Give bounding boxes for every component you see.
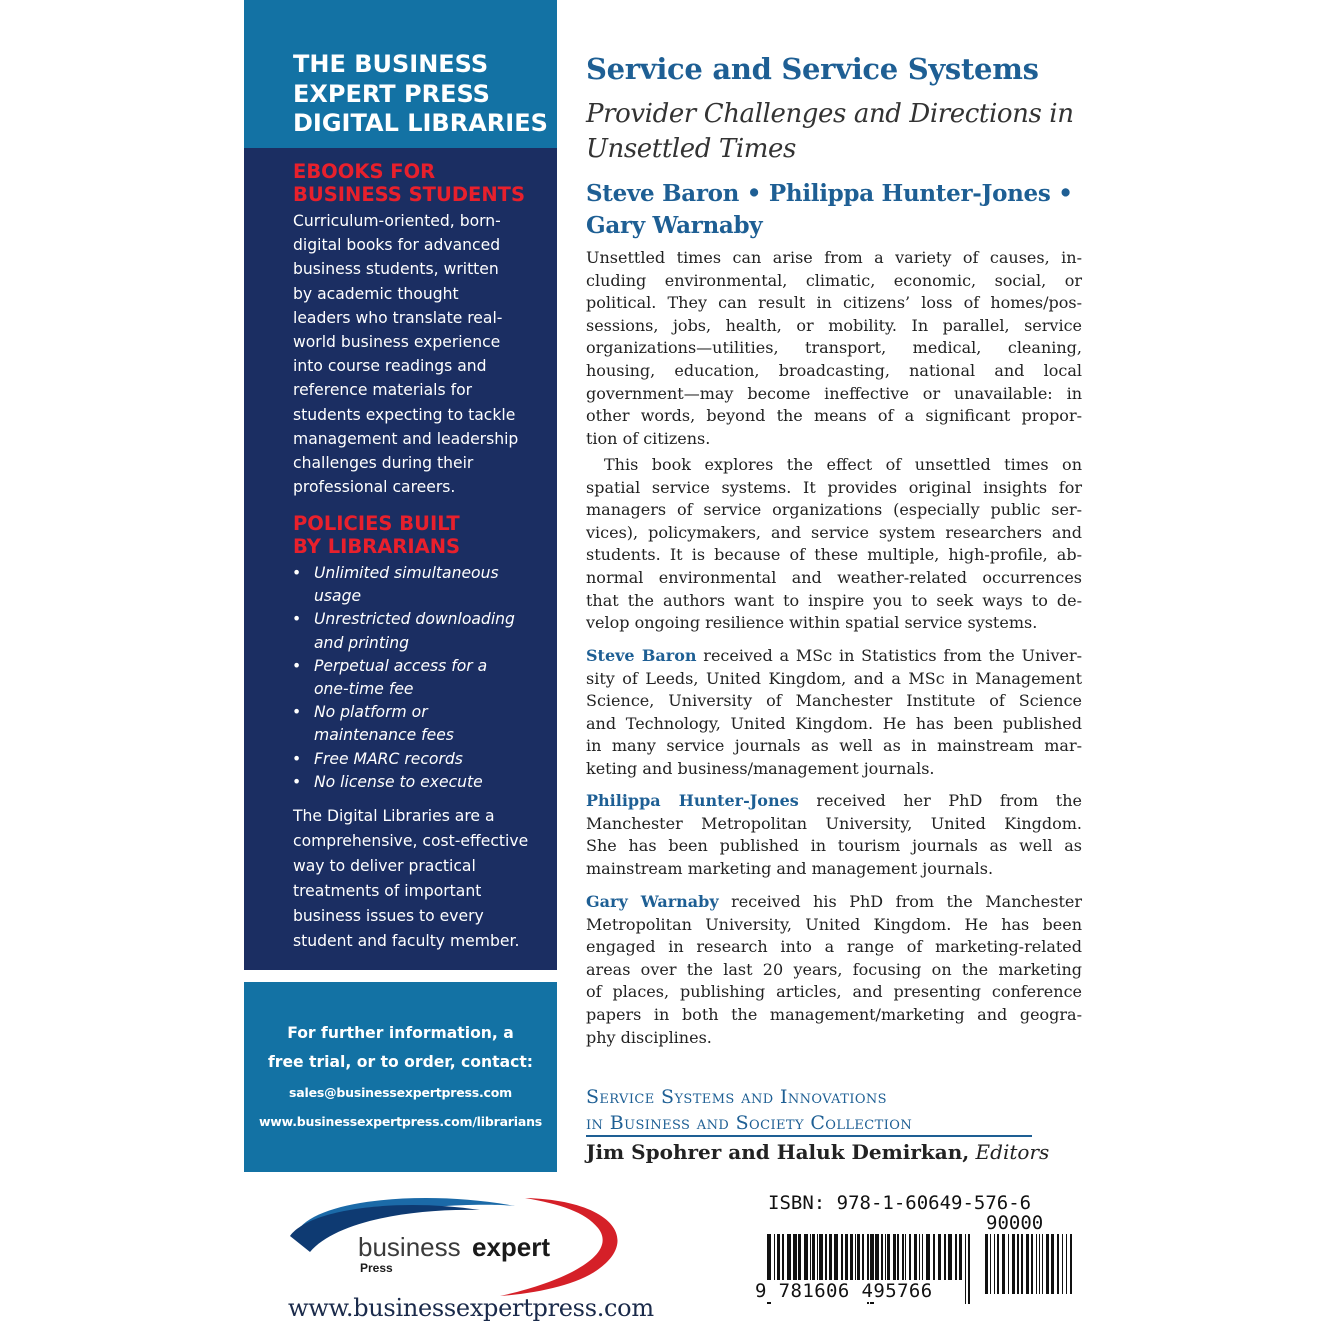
text-line: cluding environmental, climatic, economic, social, or bbox=[586, 270, 1082, 290]
barcode-bar bbox=[985, 1234, 988, 1294]
policies-heading bbox=[293, 512, 460, 558]
text-line: mainstream marketing and management journals. bbox=[586, 858, 994, 878]
barcode-bar bbox=[955, 1234, 957, 1280]
policy-item: • Perpetual access for a one-time fee bbox=[288, 655, 515, 701]
collection-editors bbox=[586, 1140, 1049, 1164]
collection-name bbox=[586, 1084, 912, 1136]
barcode-bar bbox=[1008, 1234, 1009, 1294]
policy-item: • Unlimited simultaneous usage bbox=[288, 562, 515, 608]
barcode-bar bbox=[829, 1234, 832, 1280]
barcode-bar bbox=[919, 1234, 920, 1280]
barcode-bar bbox=[897, 1234, 899, 1280]
price-code-text: 90000 bbox=[986, 1212, 1044, 1234]
text-line: Curriculum-oriented, born- bbox=[293, 212, 501, 230]
barcode-bar bbox=[1062, 1234, 1063, 1294]
barcode-bar bbox=[774, 1234, 775, 1280]
text-line: into course readings and bbox=[293, 357, 487, 376]
text-run: received her PhD from the bbox=[798, 791, 1082, 810]
contact-email[interactable]: sales@businessexpertpress.com bbox=[289, 1085, 512, 1100]
text-line: challenges during their bbox=[293, 454, 474, 473]
author-name: Philippa Hunter-Jones bbox=[586, 791, 799, 810]
text-line: comprehensive, cost-effective bbox=[293, 832, 529, 850]
author-bio-warnaby bbox=[586, 891, 1082, 1049]
text-line: papers in both the management/marketing and geogra- bbox=[586, 1004, 1082, 1024]
subtitle-line: Unsettled Times bbox=[586, 134, 796, 164]
text-line: This book explores the effect of unsettled times on bbox=[604, 455, 1082, 474]
authors-line: Gary Warnaby bbox=[586, 212, 763, 239]
editors-label: Editors bbox=[969, 1140, 1050, 1164]
series-header-panel bbox=[244, 0, 557, 148]
barcode-bar bbox=[922, 1234, 923, 1280]
barcode-bar bbox=[845, 1234, 848, 1280]
text-line: areas over the last 20 years, focusing on the marketing bbox=[586, 959, 1082, 979]
barcode-bar bbox=[909, 1234, 911, 1280]
barcode-bar bbox=[777, 1234, 780, 1280]
heading-line: POLICIES BUILT bbox=[293, 512, 460, 535]
text-line: reference materials for bbox=[293, 381, 473, 400]
book-authors bbox=[586, 178, 1073, 242]
barcode-bar bbox=[862, 1234, 864, 1280]
contact-panel bbox=[244, 982, 557, 1172]
contact-line: free trial, or to order, contact: bbox=[267, 1053, 534, 1071]
barcode-bar bbox=[825, 1234, 827, 1280]
text-line: other words, beyond the means of a significant propor- bbox=[586, 406, 1082, 426]
author-bio-hunter-jones bbox=[586, 790, 1082, 880]
closing-description bbox=[293, 804, 528, 954]
text-line: student and faculty member. bbox=[293, 932, 520, 950]
barcode-bar bbox=[798, 1234, 801, 1280]
series-header-line: THE BUSINESS bbox=[293, 50, 489, 78]
text-line: sessions, jobs, health, or mobility. In parallel, service bbox=[586, 315, 1082, 335]
text-line: world business experience bbox=[293, 333, 501, 352]
description-paragraph-2 bbox=[586, 454, 1082, 635]
ebooks-description bbox=[293, 209, 518, 499]
author-name: Steve Baron bbox=[586, 646, 697, 665]
text-line: The Digital Libraries are a bbox=[293, 807, 495, 825]
barcode-bar bbox=[997, 1234, 999, 1294]
text-line: treatments of important bbox=[293, 882, 482, 900]
text-line: way to deliver practical bbox=[293, 857, 476, 875]
text-line: housing, education, broadcasting, national and local bbox=[586, 360, 1082, 380]
policy-item: • No license to execute bbox=[288, 771, 515, 794]
barcode-bar bbox=[905, 1234, 906, 1280]
text-line: Metropolitan University, United Kingdom. He has been bbox=[586, 914, 1082, 934]
author-name: Gary Warnaby bbox=[586, 892, 719, 911]
barcode-bar bbox=[926, 1234, 930, 1280]
text-run: received his PhD from the Manchester bbox=[718, 892, 1082, 911]
description-paragraph-1 bbox=[586, 247, 1082, 450]
barcode-bar bbox=[965, 1234, 966, 1304]
barcode-bar bbox=[1031, 1234, 1033, 1294]
text-line bbox=[586, 790, 1082, 813]
text-line: professional careers. bbox=[293, 478, 456, 497]
text-line: in many service journals as well as in mainstream mar- bbox=[586, 736, 1082, 756]
barcode-bar bbox=[841, 1234, 843, 1280]
barcode-bar bbox=[902, 1234, 904, 1280]
logo-word-business: business bbox=[358, 1232, 461, 1262]
barcode-bar bbox=[787, 1234, 791, 1280]
barcode-bar bbox=[1051, 1234, 1054, 1294]
barcode-bar bbox=[810, 1234, 811, 1280]
text-line: vices), policymakers, and service system researchers and bbox=[586, 522, 1082, 542]
text-line: Manchester Metropolitan University, United Kingdom. bbox=[586, 813, 1082, 833]
barcode-bar bbox=[875, 1234, 879, 1280]
barcode-bar bbox=[994, 1234, 995, 1294]
barcode-bar bbox=[817, 1234, 818, 1280]
logo-word-press: Press bbox=[360, 1261, 393, 1275]
text-line bbox=[586, 891, 1082, 914]
text-line: that the authors want to inspire you to seek ways to de- bbox=[586, 590, 1082, 610]
barcode-bar bbox=[948, 1234, 952, 1280]
text-line: Unsettled times can arise from a variety of causes, in- bbox=[586, 248, 1082, 267]
barcode-bar bbox=[1070, 1234, 1072, 1294]
logo-word-expert: expert bbox=[472, 1232, 551, 1262]
barcode-bar bbox=[1046, 1234, 1049, 1294]
isbn-text: ISBN: 978-1-60649-576-6 bbox=[768, 1192, 1032, 1214]
series-header-line: DIGITAL LIBRARIES bbox=[293, 109, 548, 137]
text-line: velop ongoing resilience within spatial service systems. bbox=[586, 613, 1038, 633]
text-line: spatial service systems. It provides original insights for bbox=[586, 477, 1082, 497]
text-line: Science, University of Manchester Institute of Science bbox=[586, 691, 1082, 711]
barcode-bar bbox=[819, 1234, 823, 1280]
text-line: and Technology, United Kingdom. He has been published bbox=[586, 713, 1082, 733]
barcode-bar bbox=[812, 1234, 815, 1280]
text-line: students. It is because of these multiple, high-profile, ab- bbox=[586, 545, 1082, 565]
barcode-bar bbox=[1026, 1234, 1029, 1294]
subtitle-line: Provider Challenges and Directions in bbox=[586, 99, 1074, 129]
barcode-bar bbox=[804, 1234, 808, 1280]
contact-line: For further information, a bbox=[287, 1024, 514, 1042]
heading-line: BY LIBRARIANS bbox=[293, 535, 461, 558]
barcode-bar bbox=[1066, 1234, 1067, 1294]
barcode-bar bbox=[893, 1234, 896, 1280]
barcode-bar bbox=[944, 1234, 946, 1280]
barcode-bar bbox=[887, 1234, 890, 1280]
text-line: by academic thought bbox=[293, 284, 459, 303]
barcode-bar bbox=[933, 1234, 935, 1280]
text-line: normal environmental and weather-related occurrences bbox=[586, 567, 1082, 587]
book-subtitle bbox=[586, 97, 1074, 167]
library-info-panel bbox=[244, 148, 557, 970]
barcode-bar bbox=[793, 1234, 797, 1280]
text-line: leaders who translate real- bbox=[293, 308, 503, 327]
barcode-bar bbox=[938, 1234, 941, 1280]
authors-line: Steve Baron • Philippa Hunter-Jones • bbox=[586, 180, 1073, 207]
text-line: sity of Leeds, United Kingdom, and a MSc in Management bbox=[586, 668, 1082, 688]
text-line: government—may become ineffective or unavailable: in bbox=[586, 383, 1082, 403]
barcode-bar bbox=[855, 1234, 856, 1280]
barcode-bar bbox=[990, 1234, 991, 1294]
series-header bbox=[293, 50, 548, 139]
barcode-bar bbox=[968, 1234, 970, 1304]
barcode-bar bbox=[959, 1234, 962, 1280]
barcode-bar bbox=[1039, 1234, 1040, 1294]
barcode-bar bbox=[1012, 1234, 1015, 1294]
barcode-bar bbox=[1042, 1234, 1043, 1294]
business-expert-press-logo bbox=[280, 1188, 640, 1303]
barcode-number: 9 781606 495766 bbox=[755, 1280, 933, 1302]
heading-line: EBOOKS FOR bbox=[293, 160, 436, 183]
text-line: political. They can result in citizens’ loss of homes/pos- bbox=[586, 293, 1082, 313]
text-line: engaged in research into a range of marketing-related bbox=[586, 937, 1082, 957]
text-line: She has been published in tourism journals as well as bbox=[586, 836, 1082, 856]
barcode-bar bbox=[857, 1234, 860, 1280]
author-bio-baron bbox=[586, 645, 1082, 781]
text-line: tion of citizens. bbox=[586, 428, 711, 448]
text-line bbox=[586, 645, 1082, 668]
text-line: managers of service organizations (especially public ser- bbox=[586, 500, 1082, 520]
text-run: received a MSc in Statistics from the Univer- bbox=[696, 646, 1083, 665]
editors-names: Jim Spohrer and Haluk Demirkan, bbox=[586, 1140, 970, 1164]
book-title: Service and Service Systems bbox=[586, 52, 1039, 86]
collection-rule bbox=[586, 1135, 1032, 1137]
text-line: keting and business/management journals. bbox=[586, 758, 935, 778]
policy-item: • Unrestricted downloading and printing bbox=[288, 608, 515, 654]
barcode-bar bbox=[881, 1234, 883, 1280]
text-line: of places, publishing articles, and presenting conference bbox=[586, 982, 1082, 1002]
barcode-bar bbox=[850, 1234, 853, 1280]
barcode-bar bbox=[1057, 1234, 1059, 1294]
barcode-bar bbox=[1002, 1234, 1005, 1294]
text-line: phy disciplines. bbox=[586, 1027, 712, 1047]
text-line: organizations—utilities, transport, medical, cleaning, bbox=[586, 338, 1082, 358]
text-line: business issues to every bbox=[293, 907, 484, 925]
series-header-line: EXPERT PRESS bbox=[293, 79, 490, 108]
policy-item: • No platform or maintenance fees bbox=[288, 701, 515, 747]
barcode-bar bbox=[1036, 1234, 1037, 1294]
heading-line: BUSINESS STUDENTS bbox=[293, 183, 525, 206]
contact-url[interactable]: www.businessexpertpress.com/librarians bbox=[258, 1114, 543, 1129]
barcode-bar bbox=[782, 1234, 784, 1280]
text-line: students expecting to tackle bbox=[293, 405, 516, 424]
barcode-bar bbox=[885, 1234, 886, 1280]
policies-list bbox=[288, 562, 515, 794]
barcode-bar bbox=[1017, 1234, 1019, 1294]
barcode-bar bbox=[834, 1234, 838, 1280]
publisher-website[interactable]: www.businessexpertpress.com bbox=[288, 1294, 654, 1322]
policy-item: • Free MARC records bbox=[288, 748, 515, 771]
text-line: management and leadership bbox=[293, 429, 519, 448]
barcode-bar bbox=[1021, 1234, 1023, 1294]
barcode-bar bbox=[914, 1234, 917, 1280]
collection-line: in Business and Society Collection bbox=[586, 1112, 913, 1134]
text-line: business students, written bbox=[293, 260, 499, 279]
collection-line: Service Systems and Innovations bbox=[586, 1086, 887, 1108]
ebooks-heading bbox=[293, 160, 525, 206]
text-line: digital books for advanced bbox=[293, 236, 501, 255]
